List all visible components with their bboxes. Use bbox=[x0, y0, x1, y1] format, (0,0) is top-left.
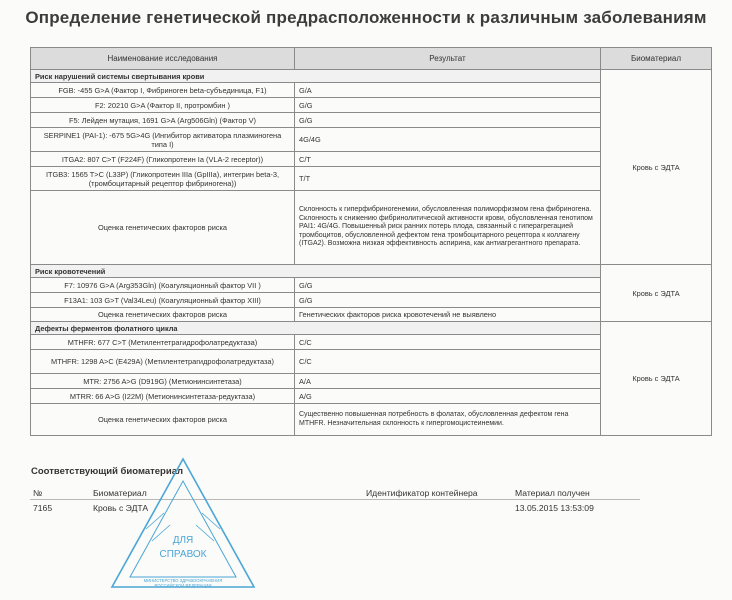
section-biomaterial: Кровь с ЭДТА bbox=[601, 70, 712, 265]
bio-num: 7165 bbox=[33, 503, 53, 513]
section-row bbox=[31, 265, 712, 278]
test-result: G/G bbox=[295, 98, 601, 113]
test-result: C/T bbox=[295, 152, 601, 167]
test-result: A/A bbox=[295, 374, 601, 389]
page-title: Определение генетической предрасположенности к различным заболеваниям bbox=[25, 8, 707, 27]
header-name: Наименование исследования bbox=[31, 48, 295, 70]
test-name: F13A1: 103 G>T (Val34Leu) (Коагуляционный фактор XIII) bbox=[31, 293, 295, 308]
test-result: T/T bbox=[295, 167, 601, 191]
stamp-text-bottom1: МИНИСТЕРСТВО ЗДРАВООХРАНЕНИЯ bbox=[143, 578, 223, 583]
test-result: Существенно повышенная потребность в фолатах, обусловленная дефектом гена MTHFR. Незначительная склонность к гипергомоцистеинемии. bbox=[295, 404, 601, 436]
test-result: Склонность к гиперфибриногенемии, обусловленная полиморфизмом гена фибриногена. Склонность к снижению фибринолитической активности крови, обусловленная генотипом PAI1: 4G/4G. Повышенный риск ранних потерь плода, связанный с гиперагрегацией тромбоцитов, обусловленной дефектом гена тромбоцитарного рецептора к коллагену (ITGA2). Возможна низкая эффективность аспирина, как антиагрегантного препарата. bbox=[295, 191, 601, 265]
test-name: ITGA2: 807 C>T (F224F) (Гликопротеин Ia (VLA-2 receptor)) bbox=[31, 152, 295, 167]
header-result: Результат bbox=[295, 48, 601, 70]
stamp-text-bottom2: РОССИЙСКОЙ ФЕДЕРАЦИИ bbox=[154, 583, 212, 588]
test-name: Оценка генетических факторов риска bbox=[31, 191, 295, 265]
test-name: ITGB3: 1565 T>C (L33P) (Гликопротеин IIIa (GpIIIa), интегрин beta-3, (тромбоцитарный рецептор фибриногена)) bbox=[31, 167, 295, 191]
section-biomaterial: Кровь с ЭДТА bbox=[601, 322, 712, 436]
results-table bbox=[30, 47, 712, 436]
bio-header-received: Материал получен bbox=[515, 488, 590, 498]
stamp-text-top: ДЛЯ bbox=[172, 535, 194, 546]
test-name: F5: Лейден мутация, 1691 G>A (Arg506Gln) (Фактор V) bbox=[31, 113, 295, 128]
test-name: FGB: -455 G>A (Фактор I, Фибриноген beta-субъединица, F1) bbox=[31, 83, 295, 98]
section-row bbox=[31, 70, 712, 83]
test-result: G/G bbox=[295, 293, 601, 308]
section-row bbox=[31, 322, 712, 335]
test-name: MTHFR: 1298 A>C (E429A) (Метилентетрагидрофолатредуктаза) bbox=[31, 350, 295, 374]
test-result: G/G bbox=[295, 113, 601, 128]
section-title: Риск нарушений системы свертывания крови bbox=[31, 70, 601, 83]
header-biomaterial: Биоматериал bbox=[601, 48, 712, 70]
stamp bbox=[108, 455, 258, 595]
test-result: C/C bbox=[295, 350, 601, 374]
test-name: MTR: 2756 A>G (D919G) (Метионинсинтетаза) bbox=[31, 374, 295, 389]
section-title: Дефекты ферментов фолатного цикла bbox=[31, 322, 601, 335]
biomaterial-section-title: Соответствующий биоматериал bbox=[31, 466, 184, 477]
bio-biomaterial: Кровь с ЭДТА bbox=[93, 503, 149, 513]
test-name: Оценка генетических факторов риска bbox=[31, 308, 295, 322]
table-header-row bbox=[31, 48, 712, 70]
test-name: F7: 10976 G>A (Arg353Gln) (Коагуляционный фактор VII ) bbox=[31, 278, 295, 293]
bio-header-container: Идентификатор контейнера bbox=[366, 488, 478, 498]
bio-received: 13.05.2015 13:53:09 bbox=[515, 503, 594, 513]
test-result: C/C bbox=[295, 335, 601, 350]
stamp-inner-triangle bbox=[130, 481, 236, 577]
test-result: G/A bbox=[295, 83, 601, 98]
test-result: G/G bbox=[295, 278, 601, 293]
test-result: 4G/4G bbox=[295, 128, 601, 152]
test-result: Генетических факторов риска кровотечений не выявлено bbox=[295, 308, 601, 322]
section-title: Риск кровотечений bbox=[31, 265, 601, 278]
bio-header-num: № bbox=[33, 488, 43, 498]
test-name: SERPINE1 (PAI-1): -675 5G>4G (Ингибитор активатора плазминогена типа I) bbox=[31, 128, 295, 152]
test-name: MTRR: 66 A>G (I22M) (Метионинсинтетаза-редуктаза) bbox=[31, 389, 295, 404]
test-name: MTHFR: 677 C>T (Метилентетрагидрофолатредуктаза) bbox=[31, 335, 295, 350]
test-name: Оценка генетических факторов риска bbox=[31, 404, 295, 436]
stamp-text-center: СПРАВОК bbox=[159, 549, 207, 560]
stamp-outer-triangle bbox=[112, 459, 254, 587]
test-result: A/G bbox=[295, 389, 601, 404]
section-biomaterial: Кровь с ЭДТА bbox=[601, 265, 712, 322]
test-name: F2: 20210 G>A (Фактор II, протромбин ) bbox=[31, 98, 295, 113]
bio-header-biomaterial: Биоматериал bbox=[93, 488, 147, 498]
